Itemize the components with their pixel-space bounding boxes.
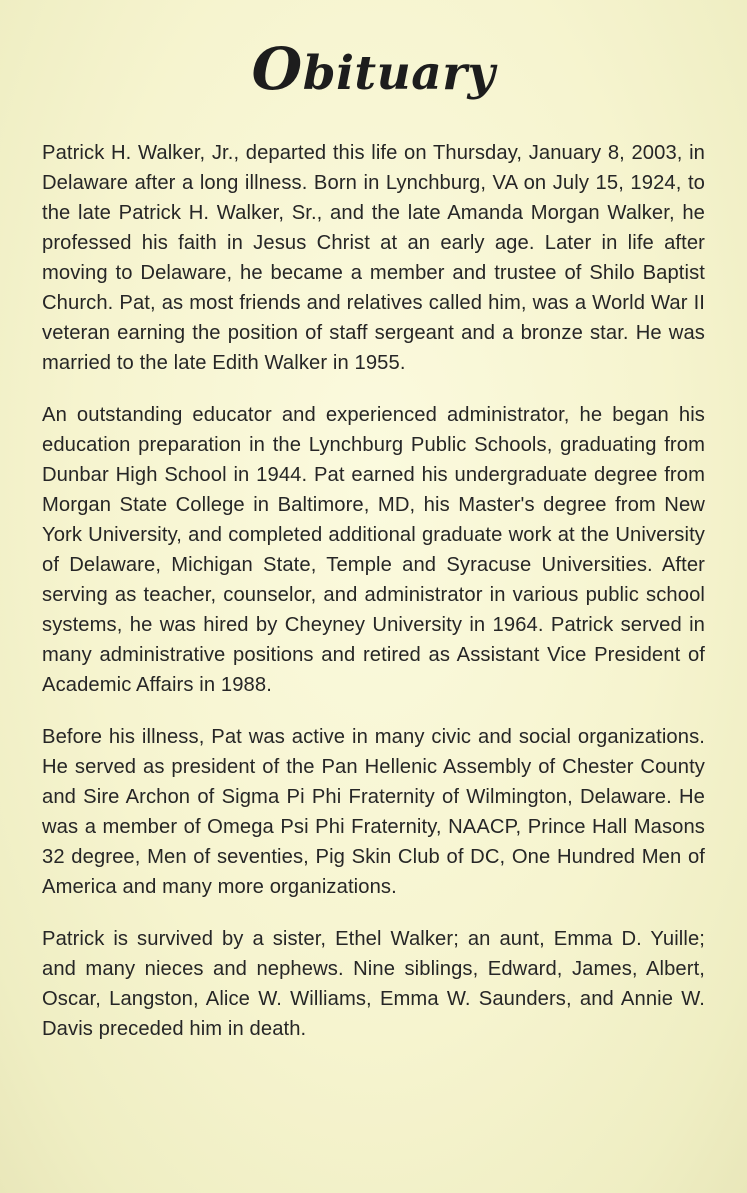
- obituary-body: [36, 138, 711, 1044]
- paragraph-1: Patrick H. Walker, Jr., departed this life on Thursday, January 8, 2003, in Delaware after a long illness. Born in Lynchburg, VA on July 15, 1924, to the late Patrick H. Walker, Sr., and the late Amanda Morgan Walker, he professed his faith in Jesus Christ at an early age. Later in life after moving to Delaware, he became a member and trustee of Shilo Baptist Church. Pat, as most friends and relatives called him, was a World War II veteran earning the position of staff sergeant and a bronze star. He was married to the late Edith Walker in 1955.: [42, 142, 705, 374]
- page-title-initial: O: [251, 35, 303, 103]
- page-title-rest: bituary: [302, 46, 496, 101]
- paragraph-2: An outstanding educator and experienced administrator, he began his education preparation in the Lynchburg Public Schools, graduating from Dunbar High School in 1944. Pat earned his undergraduate degree from Morgan State College in Baltimore, MD, his Master's degree from New York University, and completed additional graduate work at the University of Delaware, Michigan State, Temple and Syracuse Universities. After serving as teacher, counselor, and administrator in various public school systems, he was hired by Cheyney University in 1964. Patrick served in many administrative positions and retired as Assistant Vice President of Academic Affairs in 1988.: [42, 404, 705, 696]
- paragraph-4: Patrick is survived by a sister, Ethel Walker; an aunt, Emma D. Yuille; and many nieces and nephews. Nine siblings, Edward, James, Albert, Oscar, Langston, Alice W. Williams, Emma W. Saunders, and Annie W. Davis preceded him in death.: [42, 928, 705, 1040]
- page-title: [36, 35, 711, 103]
- paragraph-3: Before his illness, Pat was active in many civic and social organizations. He served as president of the Pan Hellenic Assembly of Chester County and Sire Archon of Sigma Pi Phi Fraternity of Wilmington, Delaware. He was a member of Omega Psi Phi Fraternity, NAACP, Prince Hall Masons 32 degree, Men of seventies, Pig Skin Club of DC, One Hundred Men of America and many more organizations.: [42, 726, 705, 898]
